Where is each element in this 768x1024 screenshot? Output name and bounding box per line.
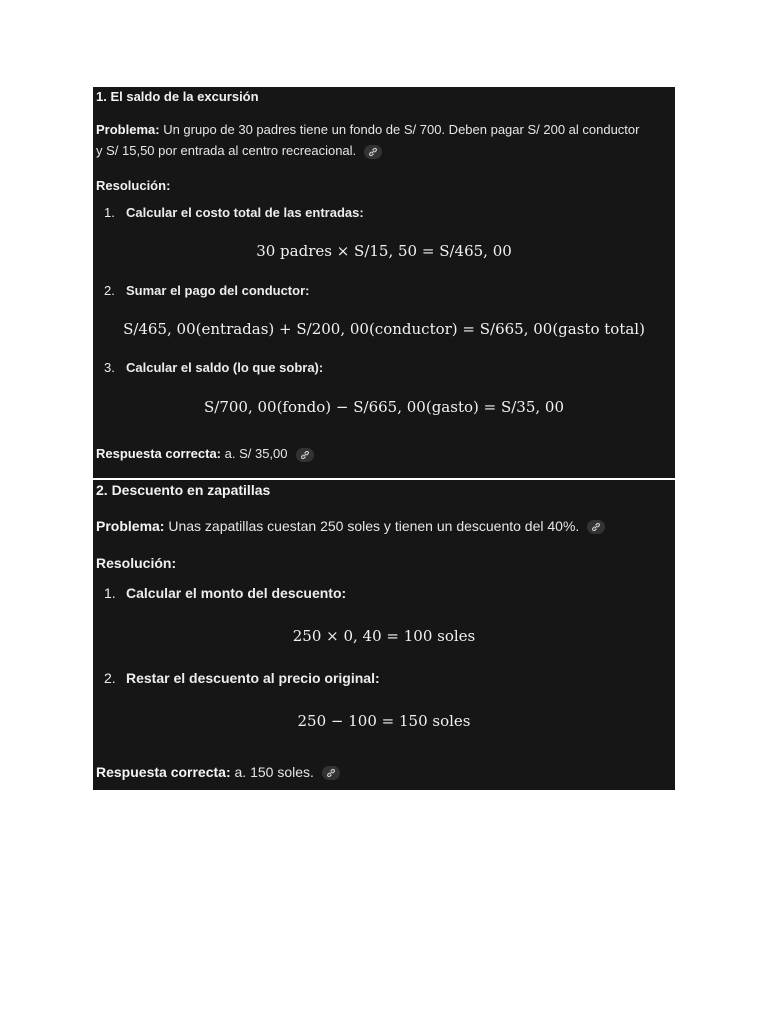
answer bbox=[96, 762, 340, 783]
step-text: Sumar el pago del conductor: bbox=[126, 283, 310, 298]
problem-label: Problema: bbox=[96, 518, 165, 534]
step-text: Restar el descuento al precio original: bbox=[126, 670, 380, 686]
formula-2: 250 − 100 = 150 soles bbox=[297, 712, 471, 730]
step-1 bbox=[104, 585, 346, 601]
step-number: 1. bbox=[104, 205, 115, 220]
section-1-panel bbox=[93, 87, 675, 478]
answer-value: a. S/ 35,00 bbox=[221, 446, 288, 461]
link-icon[interactable] bbox=[296, 448, 314, 462]
step-number: 1. bbox=[104, 585, 116, 601]
step-number: 2. bbox=[104, 283, 115, 298]
step-number: 3. bbox=[104, 360, 115, 375]
resolution-label: Resolución: bbox=[96, 555, 177, 571]
section-2-problem bbox=[96, 516, 605, 537]
problem-text: Unas zapatillas cuestan 250 soles y tienen un descuento del 40%. bbox=[164, 518, 580, 534]
step-text: Calcular el monto del descuento: bbox=[126, 585, 347, 601]
link-icon[interactable] bbox=[587, 520, 605, 534]
section-2-title: 2. Descuento en zapatillas bbox=[96, 482, 271, 498]
answer-label: Respuesta correcta: bbox=[96, 446, 221, 461]
answer bbox=[96, 443, 314, 464]
answer-value: a. 150 soles. bbox=[230, 764, 314, 780]
answer-label: Respuesta correcta: bbox=[96, 764, 231, 780]
formula-3: S/700, 00(fondo) − S/665, 00(gasto) = S/35, 00 bbox=[204, 398, 564, 416]
step-3 bbox=[104, 360, 323, 375]
link-icon[interactable] bbox=[322, 766, 340, 780]
section-2-panel bbox=[93, 480, 675, 790]
step-2 bbox=[104, 670, 380, 686]
section-1-title: 1. El saldo de la excursión bbox=[96, 89, 259, 104]
step-2 bbox=[104, 283, 309, 298]
problem-text-line1: Un grupo de 30 padres tiene un fondo de S/ 700. Deben pagar S/ 200 al conductor bbox=[159, 122, 640, 137]
step-text: Calcular el costo total de las entradas: bbox=[126, 205, 364, 220]
step-text: Calcular el saldo (lo que sobra): bbox=[126, 360, 324, 375]
link-icon[interactable] bbox=[364, 145, 382, 159]
problem-text-line2: y S/ 15,50 por entrada al centro recreacional. bbox=[96, 143, 357, 158]
section-1-problem bbox=[96, 119, 671, 161]
formula-1: 250 × 0, 40 = 100 soles bbox=[292, 627, 476, 645]
formula-2: S/465, 00(entradas) + S/200, 00(conductor) = S/665, 00(gasto total) bbox=[123, 320, 645, 338]
problem-label: Problema: bbox=[96, 122, 160, 137]
resolution-label: Resolución: bbox=[96, 178, 171, 193]
step-number: 2. bbox=[104, 670, 116, 686]
formula-1: 30 padres × S/15, 50 = S/465, 00 bbox=[256, 242, 512, 260]
step-1 bbox=[104, 205, 364, 220]
